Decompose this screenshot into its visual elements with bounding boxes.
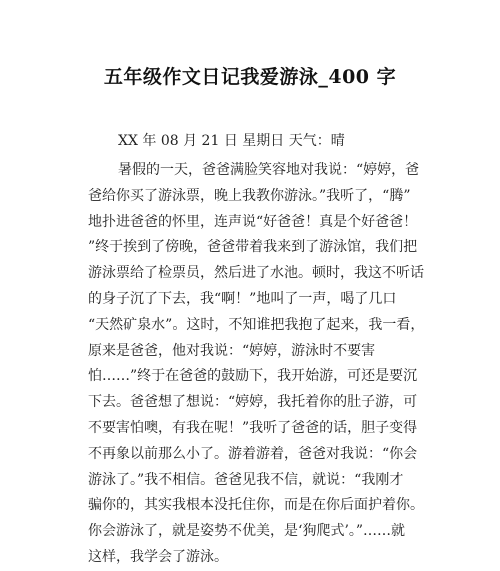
body-line: 怕……”终于在爸爸的鼓励下，我开始游，可还是要沉 — [88, 368, 418, 385]
body-line: ”终于挨到了傍晚，爸爸带着我来到了游泳馆，我们把 — [88, 239, 418, 256]
body-line: 你会游泳了，就是姿势不优美，是‘狗爬式’。”……就 — [88, 523, 406, 540]
body-line: 不再象以前那么小了。游着游着，爸爸对我说：“你会 — [88, 445, 418, 462]
body-line: 暑假的一天，爸爸满脸笑容地对我说：“婷婷，爸 — [118, 162, 420, 178]
diary-dateline: XX 年 08 月 21 日 星期日 天气：晴 — [118, 133, 345, 149]
diary-body — [88, 158, 428, 571]
body-line: 骗你的，其实我根本没托住你，而是在你后面护着你。 — [88, 497, 424, 514]
body-line: 下去。爸爸想了想说：“婷婷，我托着你的肚子游，可 — [88, 394, 418, 411]
body-line: 这样，我学会了游泳。 — [88, 548, 228, 565]
body-line: 不要害怕噢，有我在呢！”我听了爸爸的话，胆子变得 — [88, 419, 418, 436]
document-title: 五年级作文日记我爱游泳_400 字 — [103, 66, 397, 88]
body-line: “天然矿泉水”。这时，不知谁把我抱了起来，我一看， — [88, 316, 425, 333]
body-line: 游泳了。”我不相信。爸爸见我不信，就说：“我刚才 — [88, 471, 404, 488]
body-line: 的身子沉了下去，我“啊！”地叫了一声，喝了几口 — [88, 290, 397, 307]
body-line: 游泳票给了检票员，然后进了水池。顿时，我这不听话 — [88, 265, 424, 282]
body-line: 原来是爸爸，他对我说：“婷婷，游泳时不要害 — [88, 342, 376, 359]
body-line: 地扑进爸爸的怀里，连声说“好爸爸！真是个好爸爸！ — [88, 213, 418, 230]
body-line: 爸给你买了游泳票，晚上我教你游泳。”我听了，“腾” — [88, 187, 411, 204]
